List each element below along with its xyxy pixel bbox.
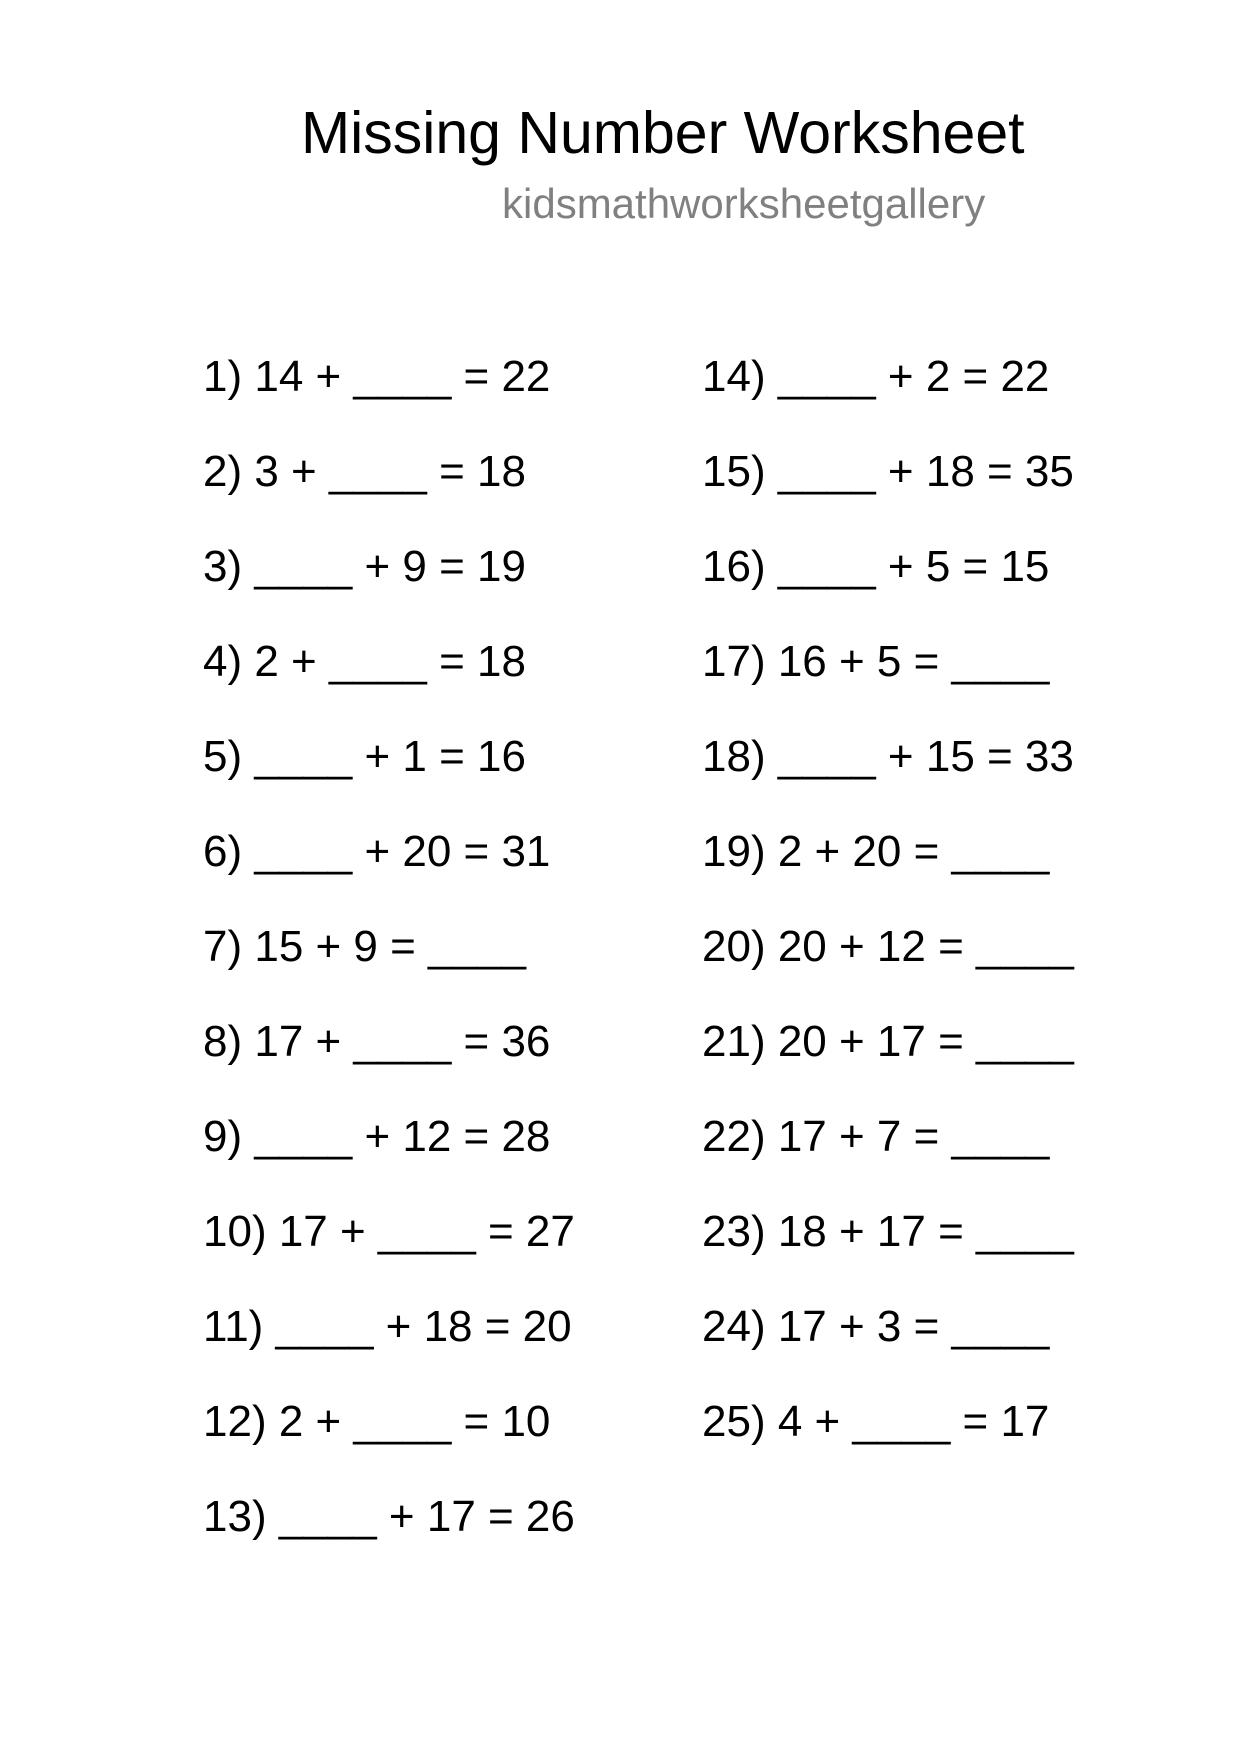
problem-23[interactable]: 23) 18 + 17 = ____	[702, 1207, 1074, 1256]
problem-11[interactable]: 11) ____ + 18 = 20	[203, 1302, 572, 1351]
problem-4[interactable]: 4) 2 + ____ = 18	[203, 637, 526, 686]
problem-8[interactable]: 8) 17 + ____ = 36	[203, 1017, 551, 1066]
problem-7[interactable]: 7) 15 + 9 = ____	[203, 922, 526, 971]
problem-5[interactable]: 5) ____ + 1 = 16	[203, 732, 526, 781]
problem-22[interactable]: 22) 17 + 7 = ____	[702, 1112, 1050, 1161]
problem-20[interactable]: 20) 20 + 12 = ____	[702, 922, 1074, 971]
problem-16[interactable]: 16) ____ + 5 = 15	[702, 542, 1050, 591]
problems-column-left	[203, 352, 575, 1587]
problem-6[interactable]: 6) ____ + 20 = 31	[203, 827, 551, 876]
problem-24[interactable]: 24) 17 + 3 = ____	[702, 1302, 1050, 1351]
problem-15[interactable]: 15) ____ + 18 = 35	[702, 447, 1074, 496]
problem-3[interactable]: 3) ____ + 9 = 19	[203, 542, 526, 591]
problem-14[interactable]: 14) ____ + 2 = 22	[702, 352, 1050, 401]
problem-18[interactable]: 18) ____ + 15 = 33	[702, 732, 1074, 781]
problem-13[interactable]: 13) ____ + 17 = 26	[203, 1492, 575, 1541]
problem-9[interactable]: 9) ____ + 12 = 28	[203, 1112, 551, 1161]
problem-17[interactable]: 17) 16 + 5 = ____	[702, 637, 1050, 686]
problem-21[interactable]: 21) 20 + 17 = ____	[702, 1017, 1074, 1066]
problem-1[interactable]: 1) 14 + ____ = 22	[203, 352, 551, 401]
problem-2[interactable]: 2) 3 + ____ = 18	[203, 447, 526, 496]
problem-12[interactable]: 12) 2 + ____ = 10	[203, 1397, 551, 1446]
problem-25[interactable]: 25) 4 + ____ = 17	[702, 1397, 1050, 1446]
problems-column-right	[702, 352, 1074, 1492]
worksheet-subtitle: kidsmathworksheetgallery	[502, 180, 986, 227]
problem-10[interactable]: 10) 17 + ____ = 27	[203, 1207, 575, 1256]
problem-19[interactable]: 19) 2 + 20 = ____	[702, 827, 1050, 876]
worksheet-title: Missing Number Worksheet	[301, 100, 1025, 166]
